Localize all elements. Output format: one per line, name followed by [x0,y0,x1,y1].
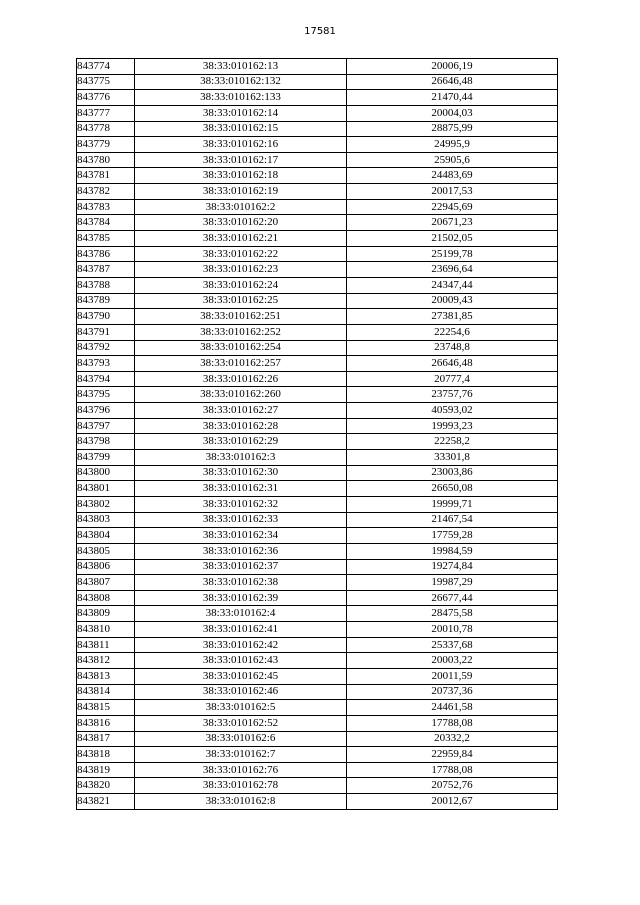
row-number-cell: 843794 [77,371,135,387]
value-cell: 20003,22 [347,653,558,669]
table-row [77,606,558,622]
value-cell: 26646,48 [347,356,558,372]
value-cell: 19987,29 [347,575,558,591]
row-number-cell: 843793 [77,356,135,372]
row-number-cell: 843789 [77,293,135,309]
table-row [77,356,558,372]
table-row [77,340,558,356]
cadastral-number-cell: 38:33:010162:29 [135,434,347,450]
value-cell: 22959,84 [347,747,558,763]
table-row [77,90,558,106]
row-number-cell: 843790 [77,309,135,325]
value-cell: 40593,02 [347,403,558,419]
row-number-cell: 843811 [77,637,135,653]
table-row [77,465,558,481]
cadastral-number-cell: 38:33:010162:14 [135,105,347,121]
cadastral-number-cell: 38:33:010162:254 [135,340,347,356]
cadastral-number-cell: 38:33:010162:43 [135,653,347,669]
cadastral-number-cell: 38:33:010162:23 [135,262,347,278]
value-cell: 28475,58 [347,606,558,622]
table-row [77,199,558,215]
value-cell: 22258,2 [347,434,558,450]
row-number-cell: 843817 [77,731,135,747]
value-cell: 23757,76 [347,387,558,403]
value-cell: 19993,23 [347,418,558,434]
row-number-cell: 843796 [77,403,135,419]
row-number-cell: 843806 [77,559,135,575]
row-number-cell: 843804 [77,528,135,544]
cadastral-number-cell: 38:33:010162:45 [135,668,347,684]
row-number-cell: 843818 [77,747,135,763]
table-row [77,215,558,231]
cadastral-number-cell: 38:33:010162:32 [135,496,347,512]
table-row [77,731,558,747]
row-number-cell: 843780 [77,152,135,168]
table-row [77,637,558,653]
value-cell: 25199,78 [347,246,558,262]
value-cell: 17759,28 [347,528,558,544]
cadastral-number-cell: 38:33:010162:260 [135,387,347,403]
table-row [77,512,558,528]
row-number-cell: 843777 [77,105,135,121]
value-cell: 19999,71 [347,496,558,512]
cadastral-number-cell: 38:33:010162:132 [135,74,347,90]
value-cell: 23748,8 [347,340,558,356]
table-row [77,387,558,403]
value-cell: 21470,44 [347,90,558,106]
table-row [77,105,558,121]
cadastral-number-cell: 38:33:010162:16 [135,137,347,153]
table-row [77,309,558,325]
table-row [77,528,558,544]
cadastral-number-cell: 38:33:010162:13 [135,59,347,75]
table-row [77,747,558,763]
cadastral-number-cell: 38:33:010162:5 [135,700,347,716]
table-row [77,418,558,434]
table-row [77,59,558,75]
value-cell: 22254,6 [347,324,558,340]
cadastral-number-cell: 38:33:010162:33 [135,512,347,528]
cadastral-number-cell: 38:33:010162:26 [135,371,347,387]
cadastral-number-cell: 38:33:010162:34 [135,528,347,544]
value-cell: 20332,2 [347,731,558,747]
cadastral-number-cell: 38:33:010162:27 [135,403,347,419]
table-row [77,293,558,309]
table-row [77,324,558,340]
cadastral-number-cell: 38:33:010162:37 [135,559,347,575]
row-number-cell: 843805 [77,543,135,559]
table-row [77,184,558,200]
row-number-cell: 843782 [77,184,135,200]
row-number-cell: 843820 [77,778,135,794]
table-row [77,668,558,684]
table-row [77,481,558,497]
row-number-cell: 843813 [77,668,135,684]
cadastral-number-cell: 38:33:010162:3 [135,450,347,466]
value-cell: 20017,53 [347,184,558,200]
cadastral-number-cell: 38:33:010162:39 [135,590,347,606]
value-cell: 26677,44 [347,590,558,606]
row-number-cell: 843812 [77,653,135,669]
value-cell: 21502,05 [347,231,558,247]
value-cell: 26646,48 [347,74,558,90]
row-number-cell: 843774 [77,59,135,75]
row-number-cell: 843776 [77,90,135,106]
table-row [77,152,558,168]
cadastral-number-cell: 38:33:010162:30 [135,465,347,481]
cadastral-number-cell: 38:33:010162:7 [135,747,347,763]
row-number-cell: 843807 [77,575,135,591]
value-cell: 20777,4 [347,371,558,387]
value-cell: 20011,59 [347,668,558,684]
value-cell: 19274,84 [347,559,558,575]
table-row [77,371,558,387]
table-row [77,778,558,794]
value-cell: 33301,8 [347,450,558,466]
table-row [77,74,558,90]
cadastral-number-cell: 38:33:010162:251 [135,309,347,325]
row-number-cell: 843795 [77,387,135,403]
cadastral-number-cell: 38:33:010162:22 [135,246,347,262]
row-number-cell: 843815 [77,700,135,716]
row-number-cell: 843798 [77,434,135,450]
table-row [77,137,558,153]
value-cell: 20752,76 [347,778,558,794]
cadastral-number-cell: 38:33:010162:20 [135,215,347,231]
row-number-cell: 843799 [77,450,135,466]
row-number-cell: 843775 [77,74,135,90]
value-cell: 28875,99 [347,121,558,137]
cadastral-number-cell: 38:33:010162:252 [135,324,347,340]
value-cell: 22945,69 [347,199,558,215]
cadastral-number-cell: 38:33:010162:24 [135,277,347,293]
cadastral-number-cell: 38:33:010162:78 [135,778,347,794]
value-cell: 23696,64 [347,262,558,278]
row-number-cell: 843808 [77,590,135,606]
table-row [77,543,558,559]
row-number-cell: 843800 [77,465,135,481]
table-row [77,590,558,606]
value-cell: 24483,69 [347,168,558,184]
value-cell: 20671,23 [347,215,558,231]
cadastral-number-cell: 38:33:010162:6 [135,731,347,747]
cadastral-number-cell: 38:33:010162:2 [135,199,347,215]
value-cell: 20012,67 [347,794,558,810]
row-number-cell: 843786 [77,246,135,262]
table-row [77,622,558,638]
cadastral-number-cell: 38:33:010162:133 [135,90,347,106]
table-row [77,653,558,669]
table-row [77,262,558,278]
cadastral-number-cell: 38:33:010162:15 [135,121,347,137]
value-cell: 26650,08 [347,481,558,497]
table-row [77,794,558,810]
table-row [77,403,558,419]
cadastral-number-cell: 38:33:010162:257 [135,356,347,372]
table-row [77,277,558,293]
table-row [77,700,558,716]
row-number-cell: 843797 [77,418,135,434]
table-row [77,434,558,450]
cadastral-number-cell: 38:33:010162:8 [135,794,347,810]
value-cell: 20737,36 [347,684,558,700]
value-cell: 20004,03 [347,105,558,121]
row-number-cell: 843785 [77,231,135,247]
value-cell: 24347,44 [347,277,558,293]
row-number-cell: 843801 [77,481,135,497]
cadastral-number-cell: 38:33:010162:31 [135,481,347,497]
row-number-cell: 843816 [77,715,135,731]
table-row [77,450,558,466]
row-number-cell: 843781 [77,168,135,184]
table-row [77,715,558,731]
value-cell: 21467,54 [347,512,558,528]
cadastral-number-cell: 38:33:010162:28 [135,418,347,434]
value-cell: 19984,59 [347,543,558,559]
table-row [77,762,558,778]
row-number-cell: 843788 [77,277,135,293]
row-number-cell: 843803 [77,512,135,528]
table-row [77,496,558,512]
table-row [77,575,558,591]
value-cell: 17788,08 [347,715,558,731]
value-cell: 25905,6 [347,152,558,168]
row-number-cell: 843791 [77,324,135,340]
cadastral-number-cell: 38:33:010162:36 [135,543,347,559]
row-number-cell: 843792 [77,340,135,356]
row-number-cell: 843821 [77,794,135,810]
value-cell: 20006,19 [347,59,558,75]
cadastral-number-cell: 38:33:010162:21 [135,231,347,247]
row-number-cell: 843784 [77,215,135,231]
row-number-cell: 843819 [77,762,135,778]
value-cell: 20009,43 [347,293,558,309]
row-number-cell: 843809 [77,606,135,622]
cadastral-number-cell: 38:33:010162:25 [135,293,347,309]
row-number-cell: 843779 [77,137,135,153]
cadastral-number-cell: 38:33:010162:52 [135,715,347,731]
row-number-cell: 843787 [77,262,135,278]
value-cell: 17788,08 [347,762,558,778]
table-row [77,246,558,262]
value-cell: 25337,68 [347,637,558,653]
table-row [77,168,558,184]
value-cell: 23003,86 [347,465,558,481]
value-cell: 24995,9 [347,137,558,153]
row-number-cell: 843810 [77,622,135,638]
table-row [77,121,558,137]
value-cell: 20010,78 [347,622,558,638]
cadastral-number-cell: 38:33:010162:42 [135,637,347,653]
registry-table-body [77,59,558,810]
table-row [77,231,558,247]
page-number: 17581 [304,26,336,37]
cadastral-number-cell: 38:33:010162:4 [135,606,347,622]
cadastral-number-cell: 38:33:010162:17 [135,152,347,168]
row-number-cell: 843814 [77,684,135,700]
cadastral-number-cell: 38:33:010162:46 [135,684,347,700]
row-number-cell: 843802 [77,496,135,512]
row-number-cell: 843778 [77,121,135,137]
value-cell: 27381,85 [347,309,558,325]
cadastral-number-cell: 38:33:010162:41 [135,622,347,638]
table-row [77,684,558,700]
cadastral-number-cell: 38:33:010162:38 [135,575,347,591]
cadastral-number-cell: 38:33:010162:76 [135,762,347,778]
cadastral-number-cell: 38:33:010162:18 [135,168,347,184]
table-row [77,559,558,575]
value-cell: 24461,58 [347,700,558,716]
registry-table [76,58,558,810]
row-number-cell: 843783 [77,199,135,215]
cadastral-number-cell: 38:33:010162:19 [135,184,347,200]
